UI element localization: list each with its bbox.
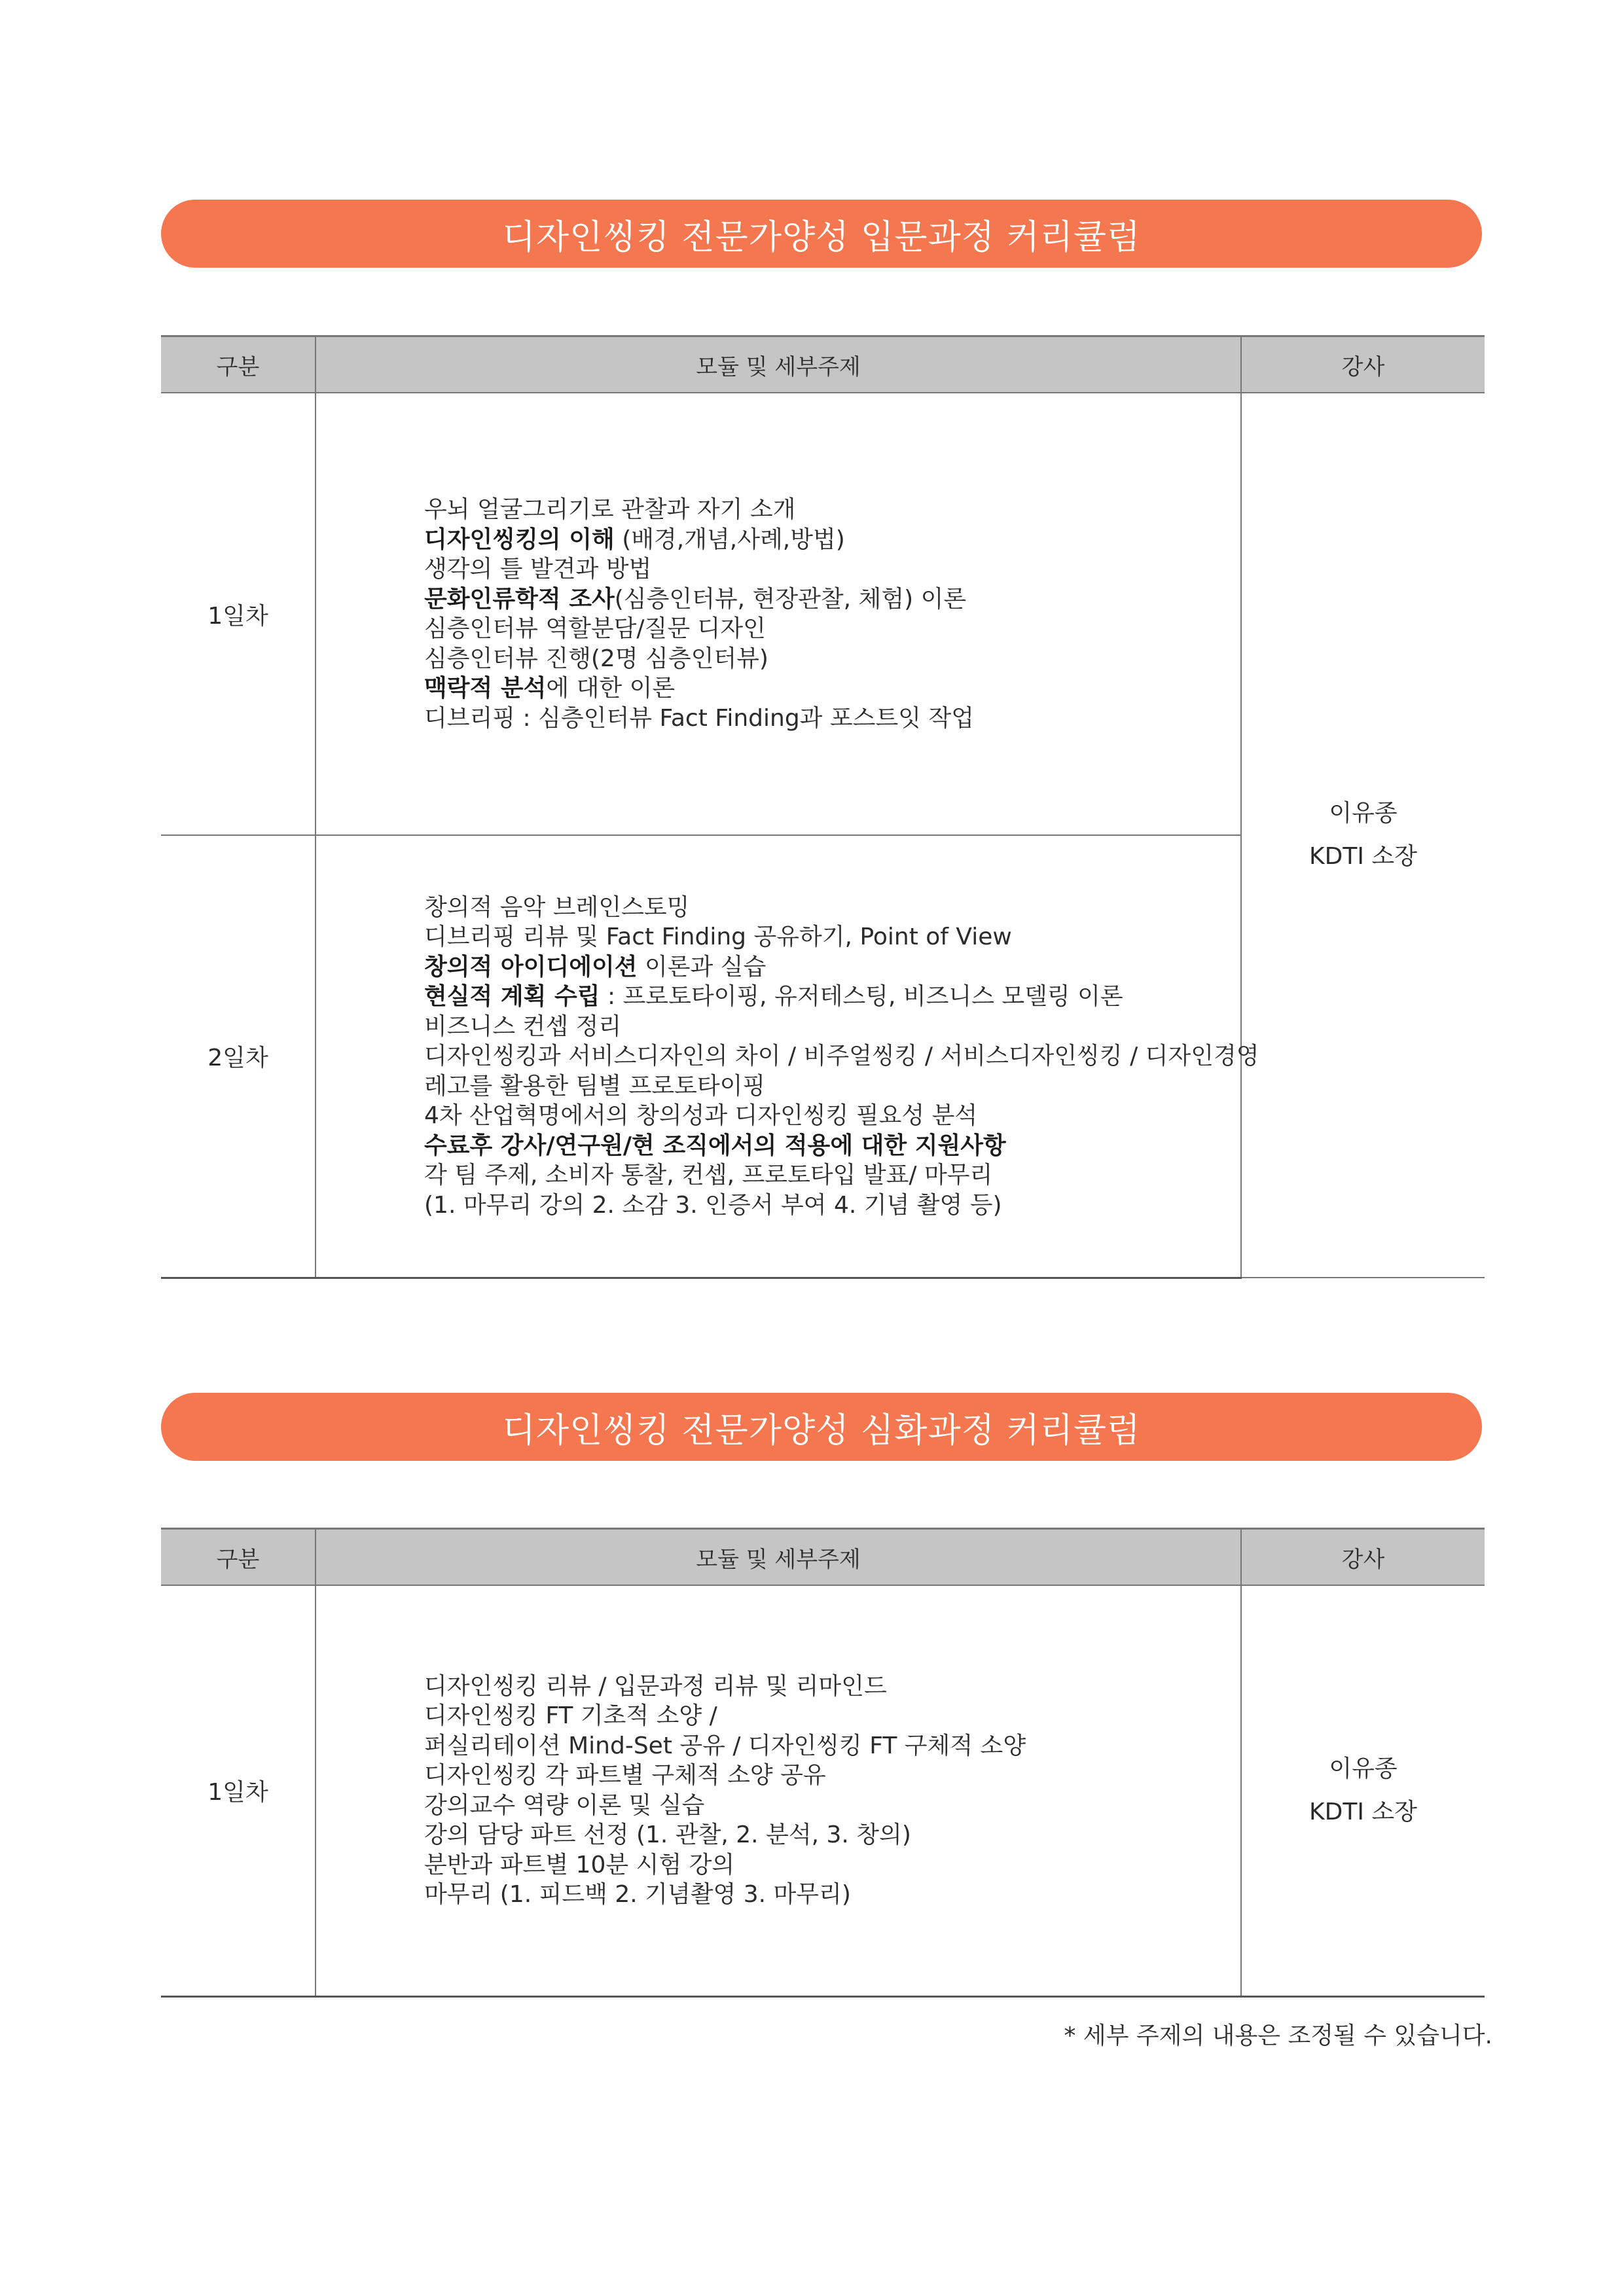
topic-text: 심층인터뷰 역할분담/질문 디자인	[424, 615, 766, 642]
table-header-row	[161, 336, 1485, 393]
topic-text: 레고를 활용한 팀별 프로토타이핑	[424, 1072, 766, 1100]
topic-text: : 프로토타이핑, 유저테스팅, 비즈니스 모델링 이론	[600, 983, 1123, 1010]
topic-list	[424, 893, 1259, 1221]
topic-text: 비즈니스 컨셉 정리	[424, 1013, 622, 1040]
topic-item	[424, 952, 1240, 982]
topic-item	[424, 1131, 1240, 1161]
topic-text: 에 대한 이론	[546, 675, 676, 702]
topic-item	[424, 495, 1240, 525]
topic-text-bold: 수료후 강사/연구원/현 조직에서의 적용에 대한 지원사항	[424, 1132, 1006, 1159]
topic-text-bold: 디자인씽킹의 이해	[424, 526, 615, 553]
topic-item	[424, 1701, 1240, 1731]
section-title: 디자인씽킹 전문가양성 입문과정 커리큘럼	[502, 217, 1141, 257]
curriculum-table	[161, 335, 1485, 1279]
topic-text: 디자인씽킹 각 파트별 구체적 소양 공유	[424, 1762, 826, 1789]
topic-cell	[316, 393, 1241, 835]
topic-item	[424, 1071, 1240, 1102]
topic-text: 마무리 (1. 피드백 2. 기념촬영 3. 마무리)	[424, 1881, 851, 1909]
topic-item	[424, 1160, 1240, 1191]
topic-text: 분반과 파트별 10분 시험 강의	[424, 1851, 735, 1878]
topic-text: (심층인터뷰, 현장관찰, 체험) 이론	[614, 585, 967, 613]
lecturer-title: KDTI 소장	[1309, 843, 1417, 870]
topic-text-bold: 문화인류학적 조사	[424, 585, 615, 613]
topic-text: (배경,개념,사례,방법)	[614, 526, 845, 553]
topic-item	[424, 1731, 1240, 1761]
topic-text-bold: 창의적 아이디에이션	[424, 953, 638, 980]
topic-text: 강의 담당 파트 선정 (1. 관찰, 2. 분석, 3. 창의)	[424, 1821, 911, 1849]
footnote: * 세부 주제의 내용은 조정될 수 있습니다.	[1064, 2022, 1492, 2049]
topic-item	[424, 554, 1240, 584]
curriculum-table	[161, 1528, 1485, 1998]
lecturer-cell	[1241, 1585, 1485, 1996]
topic-item	[424, 1012, 1240, 1042]
lecturer-title: KDTI 소장	[1309, 1798, 1417, 1825]
topic-item	[424, 673, 1240, 704]
topic-item	[424, 1850, 1240, 1880]
topic-text: (1. 마무리 강의 2. 소감 3. 인증서 부여 4. 기념 촬영 등)	[424, 1191, 1002, 1219]
topic-text: 창의적 음악 브레인스토밍	[424, 893, 690, 921]
topic-text: 우뇌 얼굴그리기로 관찰과 자기 소개	[424, 496, 796, 523]
table-header-row	[161, 1529, 1485, 1586]
topic-item	[424, 1191, 1240, 1221]
topic-text: 생각의 틀 발견과 방법	[424, 556, 652, 583]
lecturer-cell	[1241, 393, 1485, 1278]
topic-item	[424, 525, 1240, 555]
topic-item	[424, 893, 1240, 923]
topic-item	[424, 1761, 1240, 1791]
header-category: 구분	[161, 1529, 316, 1586]
topic-text: 이론과 실습	[637, 953, 767, 980]
topic-item	[424, 922, 1240, 952]
topic-item	[424, 1101, 1240, 1131]
topic-text: 강의교수 역량 이론 및 실습	[424, 1791, 705, 1819]
topic-text: 디자인씽킹과 서비스디자인의 차이 / 비주얼씽킹 / 서비스디자인씽킹 / 디자인경영	[424, 1043, 1259, 1069]
topic-text-bold: 현실적 계획 수립	[424, 983, 600, 1010]
topic-item	[424, 1041, 1259, 1071]
section-title-banner	[161, 1393, 1482, 1461]
day-label: 1일차	[161, 1585, 316, 1996]
day-label: 2일차	[161, 835, 316, 1278]
topic-text: 디브리핑 리뷰 및 Fact Finding 공유하기, Point of View	[424, 924, 1012, 950]
topic-text-bold: 맥락적 분석	[424, 675, 547, 702]
topic-item	[424, 1791, 1240, 1821]
topic-item	[424, 1672, 1240, 1702]
topic-item	[424, 982, 1240, 1012]
topic-item	[424, 614, 1240, 644]
section-title-banner	[161, 200, 1482, 268]
header-lecturer: 강사	[1241, 1529, 1485, 1586]
section-title: 디자인씽킹 전문가양성 심화과정 커리큘럼	[502, 1410, 1141, 1450]
topic-list	[424, 1672, 1240, 1910]
topic-text: 심층인터뷰 진행(2명 심층인터뷰)	[424, 645, 768, 672]
table-row	[161, 393, 1485, 835]
lecturer-name: 이유종	[1329, 800, 1398, 827]
header-lecturer: 강사	[1241, 336, 1485, 393]
topic-cell	[316, 835, 1259, 1278]
day-label: 1일차	[161, 393, 316, 835]
topic-item	[424, 644, 1240, 674]
lecturer-name: 이유종	[1329, 1755, 1398, 1782]
topic-item	[424, 584, 1240, 615]
topic-item	[424, 1820, 1240, 1850]
topic-text: 디브리핑 : 심층인터뷰 Fact Finding과 포스트잇 작업	[424, 704, 975, 732]
topic-item	[424, 704, 1240, 734]
topic-text: 퍼실리테이션 Mind-Set 공유 / 디자인씽킹 FT 구체적 소양	[424, 1732, 1026, 1759]
topic-text: 각 팀 주제, 소비자 통찰, 컨셉, 프로토타입 발표/ 마무리	[424, 1162, 993, 1189]
topic-text: 4차 산업혁명에서의 창의성과 디자인씽킹 필요성 분석	[424, 1102, 978, 1129]
header-module: 모듈 및 세부주제	[316, 1529, 1241, 1586]
topic-list	[424, 495, 1240, 733]
table-row	[161, 1585, 1485, 1996]
topic-item	[424, 1880, 1240, 1910]
topic-text: 디자인씽킹 리뷰 / 입문과정 리뷰 및 리마인드	[424, 1672, 887, 1700]
header-category: 구분	[161, 336, 316, 393]
topic-cell	[316, 1585, 1241, 1996]
topic-text: 디자인씽킹 FT 기초적 소양 /	[424, 1702, 717, 1730]
header-module: 모듈 및 세부주제	[316, 336, 1241, 393]
